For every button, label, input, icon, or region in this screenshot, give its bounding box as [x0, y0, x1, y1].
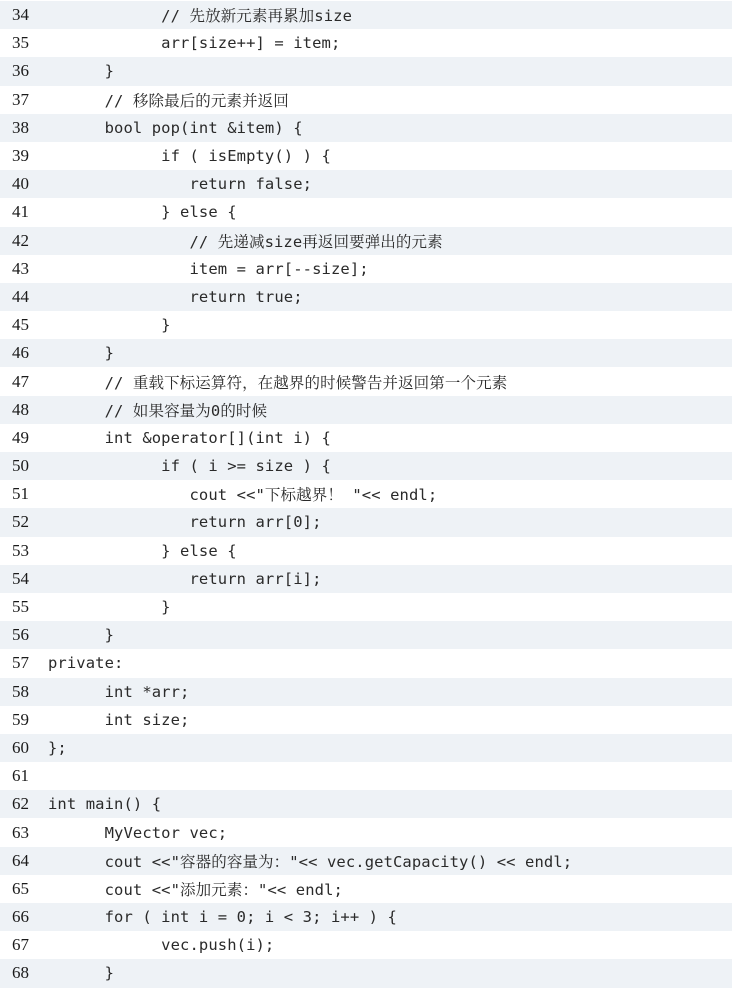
- line-number: 44: [12, 286, 29, 306]
- code-line: [0, 847, 732, 875]
- line-code: // 移除最后的元素并返回: [48, 91, 289, 110]
- code-line: [0, 29, 732, 57]
- code-line: [0, 649, 732, 677]
- line-code: };: [48, 738, 67, 757]
- line-code: item = arr[--size];: [48, 259, 369, 278]
- code-line: [0, 227, 732, 255]
- code-line: [0, 198, 732, 226]
- code-line: [0, 903, 732, 931]
- line-code: int &operator[](int i) {: [48, 428, 331, 447]
- code-line: [0, 367, 732, 395]
- line-code: int *arr;: [48, 682, 190, 701]
- code-line: [0, 339, 732, 367]
- code-line: [0, 1, 732, 29]
- code-line: [0, 706, 732, 734]
- line-code: int main() {: [48, 795, 162, 814]
- line-number: 55: [12, 597, 29, 617]
- line-code: }: [48, 598, 171, 617]
- line-code: return arr[i];: [48, 569, 322, 588]
- line-code: cout <<"下标越界！ "<< endl;: [48, 486, 438, 505]
- line-number: 46: [12, 343, 29, 363]
- line-number: 67: [12, 935, 29, 955]
- code-line: [0, 283, 732, 311]
- code-line: [0, 480, 732, 508]
- code-line: [0, 424, 732, 452]
- line-code: if ( i >= size ) {: [48, 457, 331, 476]
- line-number: 58: [12, 681, 29, 701]
- line-code: // 重载下标运算符，在越界的时候警告并返回第一个元素: [48, 373, 508, 392]
- line-number: 62: [12, 794, 29, 814]
- line-code: vec.push(i);: [48, 936, 275, 955]
- line-number: 51: [12, 484, 29, 504]
- line-number: 61: [12, 766, 29, 786]
- line-code: bool pop(int &item) {: [48, 118, 303, 137]
- line-number: 52: [12, 512, 29, 532]
- line-code: cout <<"容器的容量为："<< vec.getCapacity() << endl;: [48, 852, 573, 871]
- line-number: 48: [12, 399, 29, 419]
- code-line: [0, 255, 732, 283]
- line-code: }: [48, 344, 115, 363]
- line-code: private:: [48, 654, 124, 673]
- line-number: 50: [12, 456, 29, 476]
- line-code: int size;: [48, 710, 190, 729]
- line-code: if ( isEmpty() ) {: [48, 147, 331, 166]
- code-line: [0, 170, 732, 198]
- line-number: 65: [12, 878, 29, 898]
- line-code: // 如果容量为0的时候: [48, 401, 268, 420]
- line-code: arr[size++] = item;: [48, 34, 341, 53]
- code-line: [0, 875, 732, 903]
- code-line: [0, 762, 732, 790]
- code-line: [0, 537, 732, 565]
- line-number: 63: [12, 822, 29, 842]
- line-number: 37: [12, 89, 29, 109]
- line-number: 57: [12, 653, 29, 673]
- code-line: [0, 57, 732, 85]
- line-number: 56: [12, 625, 29, 645]
- line-number: 53: [12, 540, 29, 560]
- line-number: 45: [12, 315, 29, 335]
- line-code: // 先递减size再返回要弹出的元素: [48, 232, 443, 251]
- line-code: return false;: [48, 175, 313, 194]
- line-number: 66: [12, 907, 29, 927]
- code-line: [0, 593, 732, 621]
- code-line: [0, 86, 732, 114]
- line-code: // 先放新元素再累加size: [48, 7, 353, 26]
- line-code: MyVector vec;: [48, 823, 228, 842]
- code-line: [0, 114, 732, 142]
- line-code: for ( int i = 0; i < 3; i++ ) {: [48, 908, 397, 927]
- code-line: [0, 565, 732, 593]
- line-number: 34: [12, 5, 29, 25]
- line-code: } else {: [48, 203, 237, 222]
- line-number: 54: [12, 568, 29, 588]
- code-line: [0, 508, 732, 536]
- line-number: 40: [12, 174, 29, 194]
- line-code: return true;: [48, 287, 303, 306]
- code-line: [0, 818, 732, 846]
- line-code: }: [48, 62, 115, 81]
- line-number: 47: [12, 371, 29, 391]
- line-number: 39: [12, 146, 29, 166]
- code-line: [0, 959, 732, 987]
- line-code: }: [48, 316, 171, 335]
- line-number: 35: [12, 33, 29, 53]
- line-code: }: [48, 964, 115, 983]
- line-number: 36: [12, 61, 29, 81]
- line-number: 68: [12, 963, 29, 983]
- line-number: 41: [12, 202, 29, 222]
- line-number: 38: [12, 117, 29, 137]
- line-number: 43: [12, 258, 29, 278]
- line-number: 42: [12, 230, 29, 250]
- code-line: [0, 621, 732, 649]
- code-line: [0, 142, 732, 170]
- code-line: [0, 396, 732, 424]
- code-line: [0, 678, 732, 706]
- line-code: cout <<"添加元素："<< endl;: [48, 880, 343, 899]
- code-line: [0, 931, 732, 959]
- line-number: 60: [12, 737, 29, 757]
- line-number: 64: [12, 850, 29, 870]
- line-number: 49: [12, 427, 29, 447]
- line-code: } else {: [48, 541, 237, 560]
- line-number: 59: [12, 709, 29, 729]
- code-line: [0, 311, 732, 339]
- line-code: }: [48, 626, 115, 645]
- code-line: [0, 734, 732, 762]
- code-line: [0, 452, 732, 480]
- line-code: return arr[0];: [48, 513, 322, 532]
- code-line: [0, 790, 732, 818]
